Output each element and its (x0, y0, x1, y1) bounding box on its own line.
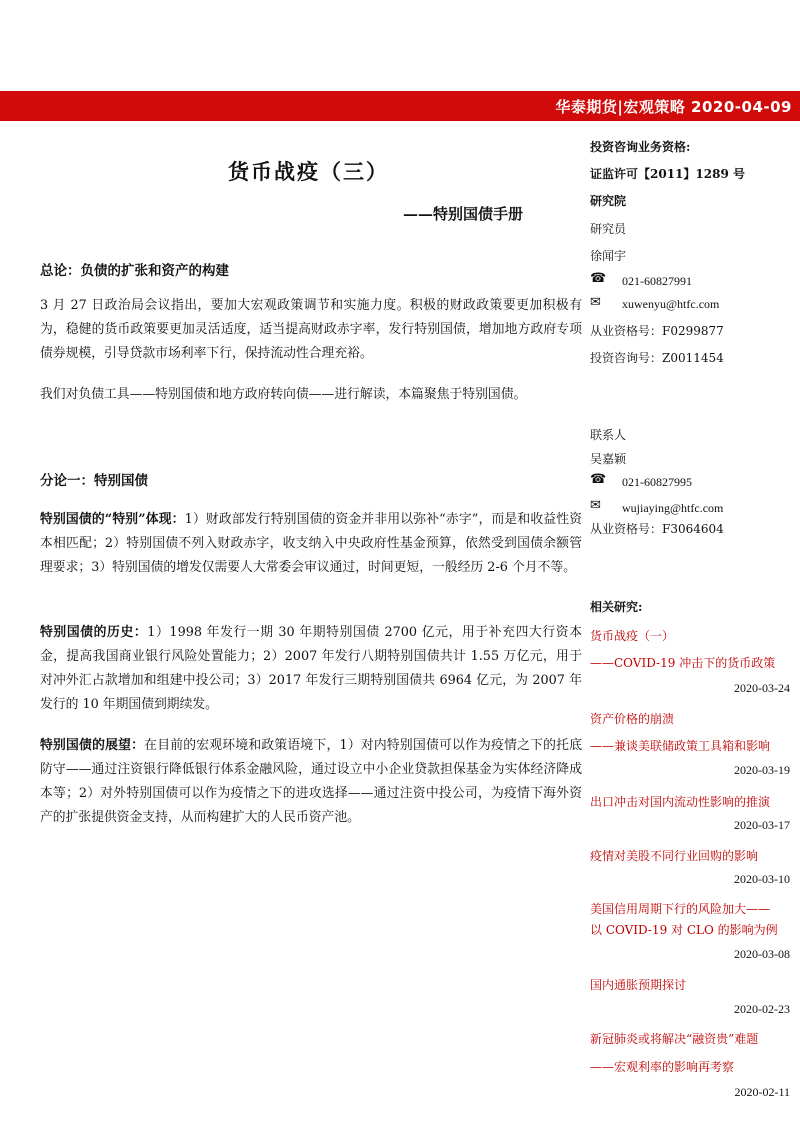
related-date-3: 2020-03-17 (734, 818, 790, 832)
section1-p1-lead: 特别国债的“特别”体现： (40, 512, 185, 527)
analyst-phone: 021-60827991 (622, 274, 692, 288)
related-date-7: 2020-02-11 (734, 1085, 790, 1099)
analyst-name: 徐闻宇 (590, 249, 627, 263)
contact-phone: 021-60827995 (622, 475, 692, 489)
report-title: 货币战疫（三） (228, 159, 389, 184)
section1-p1-text: 1）财政部发行特别国债的资金并非用以弥补“赤字”，而是和收益性资本相匹配；2）特别国债不列入财政赤字，收支纳入中央政府性基金预算，依然受到国债余额管理要求；3）特别国债的增发仅需要人大常委会审议通过，时间更短，一般经历 2-6 个月不等。 (40, 512, 582, 575)
phone-icon: ☎ (590, 271, 607, 286)
related-link-4[interactable]: 疫情对美股不同行业回购的影响 (590, 849, 759, 863)
related-date-4: 2020-03-10 (734, 872, 790, 886)
section1-heading: 分论一：特别国债 (40, 473, 148, 489)
mail-icon: ✉ (590, 498, 601, 513)
phone-icon: ☎ (590, 472, 607, 487)
related-link-1[interactable]: 货币战疫（一） (590, 629, 675, 643)
related-link-7[interactable]: 新冠肺炎或将解决“融资贵”难题 (590, 1032, 759, 1046)
section1-paragraph-1 (40, 508, 582, 580)
related-date-5: 2020-03-08 (734, 947, 790, 961)
related-research-title: 相关研究: (590, 600, 643, 614)
related-link-2[interactable]: 资产价格的崩溃 (590, 712, 675, 726)
mail-icon: ✉ (590, 295, 601, 310)
related-link-6[interactable]: 国内通胀预期探讨 (590, 978, 687, 992)
related-link-2-sub[interactable]: ——兼谈美联储政策工具箱和影响 (590, 739, 771, 753)
related-date-2: 2020-03-19 (734, 763, 790, 777)
contact-cert: 从业资格号：F3064604 (590, 522, 724, 536)
contact-name: 吴嘉颖 (590, 452, 627, 466)
section1-p3-lead: 特别国债的展望： (40, 738, 145, 753)
related-link-7-sub[interactable]: ——宏观利率的影响再考察 (590, 1060, 735, 1074)
section1-paragraph-3 (40, 734, 582, 830)
section1-paragraph-2 (40, 621, 582, 717)
summary-paragraph-2: 我们对负债工具——特别国债和地方政府转向债——进行解读，本篇聚焦于特别国债。 (40, 387, 527, 402)
section1-p2-text: 1）1998 年发行一期 30 年期特别国债 2700 亿元，用于补充四大行资本金，提高我国商业银行风险处置能力；2）2007 年发行八期特别国债共计 1.55 万亿元，用于对冲外汇占款增加和组建中投公司；3）2017 年发行三期特别国债共 6964 亿元，为 2007 年发行的 10 年期国债到期续发。 (40, 625, 582, 712)
related-link-3[interactable]: 出口冲击对国内流动性影响的推演 (590, 795, 771, 809)
header-banner-text: 华泰期货|宏观策略 2020-04-09 (555, 98, 792, 116)
summary-heading: 总论：负债的扩张和资产的构建 (40, 263, 229, 279)
analyst-cert: 从业资格号：F0299877 (590, 324, 724, 338)
license-number: 证监许可【2011】1289 号 (590, 167, 745, 181)
qualification-title: 投资咨询业务资格: (590, 140, 691, 154)
analyst-consult-cert: 投资咨询号：Z0011454 (590, 351, 724, 365)
section1-p2-lead: 特别国债的历史： (40, 625, 148, 640)
related-date-1: 2020-03-24 (734, 681, 790, 695)
summary-paragraph-1: 3 月 27 日政治局会议指出，要加大宏观政策调节和实施力度。积极的财政政策要更加积极有为，稳健的货币政策要更加灵活适度，适当提高财政赤字率，发行特别国债，增加地方政府专项债券规模，引导贷款市场利率下行，保持流动性合理充裕。 (40, 298, 582, 361)
related-link-1-sub[interactable]: ——COVID-19 冲击下的货币政策 (590, 656, 776, 670)
contact-role: 联系人 (590, 428, 627, 442)
related-link-5-sub[interactable]: 以 COVID-19 对 CLO 的影响为例 (590, 923, 778, 937)
report-subtitle: ——特别国债手册 (403, 205, 524, 223)
related-link-5[interactable]: 美国信用周期下行的风险加大—— (590, 902, 771, 916)
section1-p3-text: 在目前的宏观环境和政策语境下，1）对内特别国债可以作为疫情之下的托底防守——通过注资银行降低银行体系金融风险，通过设立中小企业贷款担保基金为实体经济降成本等；2）对外特别国债可以作为疫情之下的进攻选择——通过注资中投公司，为疫情下海外资产的扩张提供资金支持，从而构建扩大的人民币资产池。 (40, 738, 582, 825)
contact-email: wujiaying@htfc.com (622, 501, 724, 515)
analyst-role: 研究员 (590, 222, 627, 236)
institute-label: 研究院 (590, 194, 627, 208)
analyst-email: xuwenyu@htfc.com (622, 297, 720, 311)
related-date-6: 2020-02-23 (734, 1002, 790, 1016)
header-banner (0, 91, 800, 121)
